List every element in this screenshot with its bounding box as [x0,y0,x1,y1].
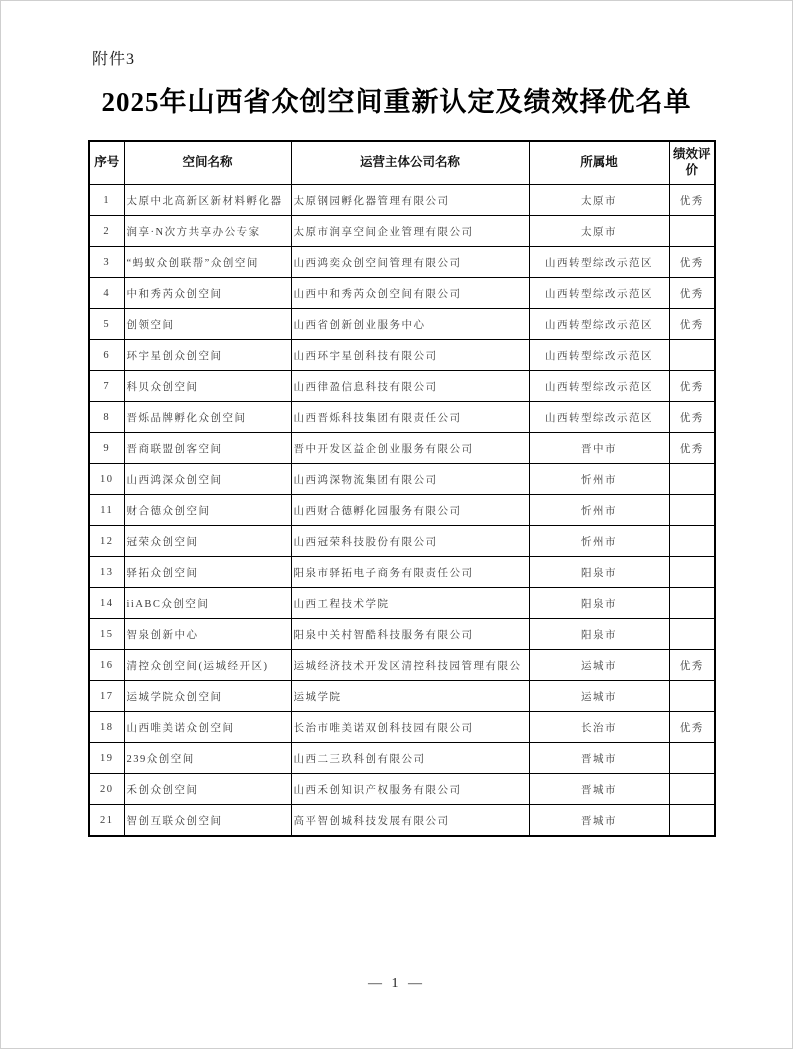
cell-company-name: 山西中和秀芮众创空间有限公司 [291,278,529,309]
cell-rating [669,216,715,247]
table-row [89,309,715,340]
cell-space-name: 清控众创空间(运城经开区) [124,650,291,681]
cell-serial-number: 4 [89,278,124,309]
cell-serial-number: 15 [89,619,124,650]
cell-rating [669,557,715,588]
cell-serial-number: 10 [89,464,124,495]
cell-serial-number: 9 [89,433,124,464]
table-row [89,774,715,805]
cell-space-name: 晋烁品牌孵化众创空间 [124,402,291,433]
cell-location: 阳泉市 [529,588,669,619]
header-company-name: 运营主体公司名称 [291,141,529,185]
cell-space-name: 润享·N次方共享办公专家 [124,216,291,247]
cell-rating: 优秀 [669,433,715,464]
table-row [89,278,715,309]
cell-location: 忻州市 [529,526,669,557]
table-body [89,185,715,837]
cell-space-name: 智创互联众创空间 [124,805,291,837]
table-row [89,526,715,557]
cell-company-name: 山西晋烁科技集团有限责任公司 [291,402,529,433]
cell-location: 山西转型综改示范区 [529,340,669,371]
cell-space-name: 中和秀芮众创空间 [124,278,291,309]
cell-space-name: 环宇星创众创空间 [124,340,291,371]
cell-serial-number: 8 [89,402,124,433]
document-title: 2025年山西省众创空间重新认定及绩效择优名单 [101,87,692,117]
cell-space-name: 晋商联盟创客空间 [124,433,291,464]
cell-space-name: 科贝众创空间 [124,371,291,402]
cell-rating: 优秀 [669,185,715,216]
cell-company-name: 长治市唯美诺双创科技园有限公司 [291,712,529,743]
table-row [89,185,715,216]
cell-location: 山西转型综改示范区 [529,247,669,278]
cell-company-name: 山西省创新创业服务中心 [291,309,529,340]
cell-serial-number: 11 [89,495,124,526]
cell-location: 晋城市 [529,743,669,774]
header-location: 所属地 [529,141,669,185]
cell-location: 阳泉市 [529,557,669,588]
cell-space-name: 智泉创新中心 [124,619,291,650]
cell-space-name: 财合德众创空间 [124,495,291,526]
cell-space-name: 239众创空间 [124,743,291,774]
table-row [89,433,715,464]
cell-company-name: 阳泉市驿拓电子商务有限责任公司 [291,557,529,588]
cell-location: 山西转型综改示范区 [529,278,669,309]
cell-rating [669,743,715,774]
cell-serial-number: 6 [89,340,124,371]
cell-space-name: 禾创众创空间 [124,774,291,805]
cell-serial-number: 12 [89,526,124,557]
attachment-label: 附件3 [92,51,136,68]
cell-rating [669,805,715,837]
cell-space-name: 冠荣众创空间 [124,526,291,557]
cell-rating: 优秀 [669,278,715,309]
cell-rating [669,340,715,371]
cell-rating: 优秀 [669,371,715,402]
table-row [89,712,715,743]
cell-rating [669,495,715,526]
cell-space-name: “蚂蚁众创联帮”众创空间 [124,247,291,278]
table-row [89,402,715,433]
cell-company-name: 太原市润享空间企业管理有限公司 [291,216,529,247]
cell-rating: 优秀 [669,712,715,743]
table-row [89,247,715,278]
table-row [89,743,715,774]
cell-location: 晋城市 [529,774,669,805]
cell-company-name: 山西鸿深物流集团有限公司 [291,464,529,495]
table-row [89,619,715,650]
table-row [89,340,715,371]
cell-serial-number: 19 [89,743,124,774]
roster-table [88,140,716,837]
cell-location: 运城市 [529,681,669,712]
cell-company-name: 晋中开发区益企创业服务有限公司 [291,433,529,464]
cell-rating [669,464,715,495]
cell-serial-number: 20 [89,774,124,805]
cell-location: 运城市 [529,650,669,681]
cell-location: 晋城市 [529,805,669,837]
cell-serial-number: 14 [89,588,124,619]
cell-rating: 优秀 [669,309,715,340]
table-row [89,588,715,619]
cell-serial-number: 3 [89,247,124,278]
cell-location: 忻州市 [529,464,669,495]
table-row [89,650,715,681]
cell-company-name: 山西财合德孵化园服务有限公司 [291,495,529,526]
cell-location: 山西转型综改示范区 [529,309,669,340]
cell-company-name: 太原钢园孵化器管理有限公司 [291,185,529,216]
cell-location: 太原市 [529,185,669,216]
cell-company-name: 高平智创城科技发展有限公司 [291,805,529,837]
cell-rating [669,588,715,619]
cell-location: 山西转型综改示范区 [529,402,669,433]
cell-serial-number: 17 [89,681,124,712]
cell-location: 忻州市 [529,495,669,526]
page-number: — 1 — [368,976,425,991]
cell-rating [669,774,715,805]
cell-serial-number: 7 [89,371,124,402]
cell-company-name: 山西禾创知识产权服务有限公司 [291,774,529,805]
cell-rating [669,619,715,650]
cell-serial-number: 1 [89,185,124,216]
cell-space-name: 山西唯美诺众创空间 [124,712,291,743]
cell-rating: 优秀 [669,402,715,433]
table-header-row [89,141,715,185]
cell-serial-number: 21 [89,805,124,837]
cell-company-name: 山西二三玖科创有限公司 [291,743,529,774]
cell-company-name: 山西鸿奕众创空间管理有限公司 [291,247,529,278]
table-row [89,216,715,247]
cell-company-name: 运城学院 [291,681,529,712]
cell-serial-number: 2 [89,216,124,247]
header-rating: 绩效评价 [669,141,715,185]
cell-company-name: 运城经济技术开发区清控科技园管理有限公 [291,650,529,681]
table-row [89,464,715,495]
cell-company-name: 山西环宇星创科技有限公司 [291,340,529,371]
cell-space-name: 驿拓众创空间 [124,557,291,588]
cell-location: 太原市 [529,216,669,247]
cell-space-name: 山西鸿深众创空间 [124,464,291,495]
cell-rating [669,526,715,557]
cell-location: 山西转型综改示范区 [529,371,669,402]
cell-serial-number: 13 [89,557,124,588]
table-row [89,681,715,712]
table-row [89,805,715,837]
cell-space-name: 运城学院众创空间 [124,681,291,712]
cell-space-name: 太原中北高新区新材料孵化器 [124,185,291,216]
cell-company-name: 山西律盈信息科技有限公司 [291,371,529,402]
table-row [89,371,715,402]
cell-company-name: 阳泉中关村智酷科技服务有限公司 [291,619,529,650]
cell-location: 阳泉市 [529,619,669,650]
cell-space-name: iiABC众创空间 [124,588,291,619]
cell-serial-number: 16 [89,650,124,681]
cell-serial-number: 5 [89,309,124,340]
cell-location: 晋中市 [529,433,669,464]
cell-space-name: 创领空间 [124,309,291,340]
cell-rating: 优秀 [669,247,715,278]
cell-company-name: 山西冠荣科技股份有限公司 [291,526,529,557]
cell-serial-number: 18 [89,712,124,743]
header-space-name: 空间名称 [124,141,291,185]
cell-location: 长治市 [529,712,669,743]
cell-rating [669,681,715,712]
header-serial-number: 序号 [89,141,124,185]
cell-company-name: 山西工程技术学院 [291,588,529,619]
cell-rating: 优秀 [669,650,715,681]
table-row [89,495,715,526]
table-row [89,557,715,588]
